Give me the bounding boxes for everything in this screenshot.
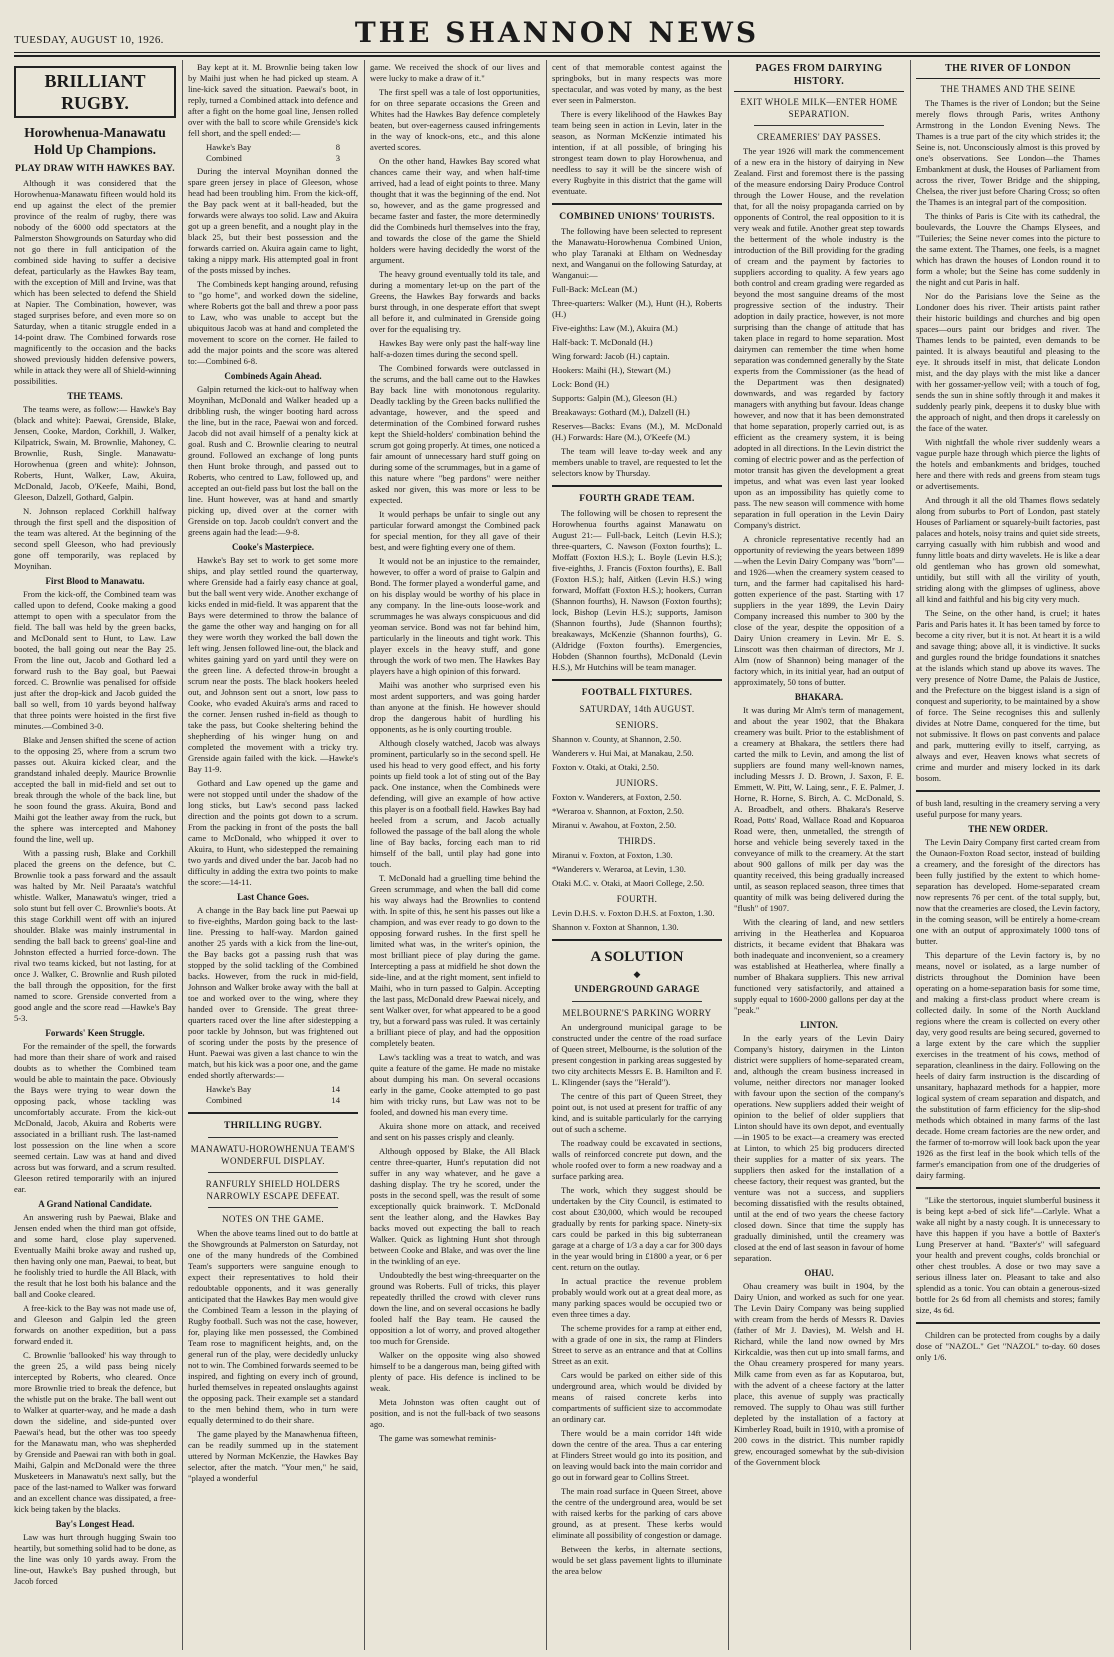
fixture-item: Foxton v. Otaki, at Otaki, 2.50. xyxy=(552,762,659,772)
score-points: 14 xyxy=(331,1095,340,1105)
article-paragraph: N. Johnson replaced Corkhill halfway through the first spell and the disposition of the team was altered. At the beginning of the second spell Gleeson, who had previously gone off temporarily, was replaced by Moynihan. xyxy=(14,506,176,571)
team-list-item: Wing forward: Jacob (H.) captain. xyxy=(552,351,670,361)
article-paragraph: Hawke's Bay set to work to get some more ships, and play settled round the quarterway, where Grenside had a fairly easy chance at goal, but the ball went very wide. Another exchange of kicks ended in mid-field. It was apparent that the Bays were determined to throw the balance of the game the other way and hanging on for all they were worth they worked the ball down the left wing. Jensen followed line-out, the black and whites gaining yard on yard until they were on the green line. A defected throw-in brought a scrum near the posts. The black hookers heeled out, and Johnson sent out a snort, low pass to Cooke, who evaded Akuira's arms and raced to the corner. Jensen rushed in-field as though to take the pass, but Cooke sheltering behind the shepherding of his winger hung on and completed the movement with a tricky try. Grenside again failed with the kick. —Hawke's Bay 11-9. xyxy=(188,555,358,774)
fixture-item: Miranui v. Foxton, at Foxton, 1.30. xyxy=(552,850,673,860)
fixture-list xyxy=(552,850,722,889)
subhead-thames-seine: THE THAMES AND THE SEINE xyxy=(940,84,1076,94)
article-paragraph: Although closely watched, Jacob was always prominent, particularly so in the second spell. He used his head to very good effect, and his forty points up field took a lot of sting out of the Bay pack. One instance, when the Combineds were defending, will give an example of how active this player is on a football field. Hawkes Bay had heeled from a scrum, and Jacob actually followed the passage of the ball along the whole line of Bay backs, forcing each man to rid himself of the ball, until play had gone into touch. xyxy=(370,738,540,869)
article-paragraph: Nor do the Parisians love the Seine as the Londoner does his river. Their artists paint rather their historic buildings and churches and big open spaces—ours paint our bridges and river. The Thames lends to be painted, even demands to be painted. It is always beautiful and pleasing to the eye. It shrouds itself in mist, that delicate London mist, and the day plays with the mist like a dancer with her gossamer-yellow veil; with a touch of fog, sends the sun in shine softly through it and makes it suddenly pearly pink, deepens it to dusky blue with the approach of night, and then drops it carelessly on the face of the water. xyxy=(916,291,1100,433)
score-points: 14 xyxy=(331,1084,340,1094)
short-rule xyxy=(208,1137,338,1138)
ornament-divider-icon: ◆ xyxy=(633,969,641,979)
article-paragraph: On the other hand, Hawkes Bay scored what chances came their way, and when half-time arrived, had a lead of eight points to three. Many thought that it was the beginning of the end. Not so, however, and as the game progressed and became faster and faster, the more determinedly did the Combineds hurl themselves into the fray, and towards the close of the game the Shield holders were having decidedly the worst of the argument. xyxy=(370,156,540,265)
article-paragraph: Ohau creamery was built in 1904, by the Dairy Union, and worked as such for one year. The Levin Dairy Company was being supplied with cream from the herds of Messrs R. Davies (father of Mr J. Davies), M. Welsh and H. Richard, while the land now owned by Mrs Kirkcaldie, was then cut up into small farms, and the Ohau creamery prospered for many years. Milk came from even as far as Koputaroa, but, with the advent of a cheese factory at the latter place, this avenue of supply was practically removed. The supply to Ohau was still further depleted by the installation of a factory at Kimberley Road, built in 1910, with a promise of 200 cows in the district. This number rapidly grew, encouraged somewhat by the sub-division of the Government block xyxy=(734,1281,904,1467)
fixture-item: Shannon v. Foxton at Shannon, 1.30. xyxy=(552,922,679,932)
article-paragraph: An underground municipal garage to be constructed under the centre of the road surface of Queen street, Melbourne, is the solution of the present congestion in parking areas suggested by two city architects Messrs E. B. Hamilton and F. L. Klingender (says the "Herald"). xyxy=(552,1022,722,1087)
subhead-creameries-day: CREAMERIES' DAY PASSES. xyxy=(756,132,882,142)
short-rule xyxy=(572,1001,702,1002)
article-paragraph: The roadway could be excavated in sections, walls of reinforced concrete put down, and the whole roofed over to form a new roadway and a surface parking area. xyxy=(552,1138,722,1181)
column-6 xyxy=(916,62,1100,1647)
short-rule xyxy=(208,1207,338,1208)
article-paragraph: The centre of this part of Queen Street, they point out, is not used at present for traffic of any kind, and is suitable particularly for the carrying out of such a scheme. xyxy=(552,1091,722,1134)
grade-juniors: JUNIORS. xyxy=(615,778,659,788)
headline-combined-tourists: COMBINED UNIONS' TOURISTS. xyxy=(559,212,715,222)
fixture-list xyxy=(552,734,722,773)
article-paragraph: In the early years of the Levin Dairy Company's history, dairymen in the Linton district were suppliers of home-separated cream, and, although the cream business increased in volume, neither directors nor manager looked with favour upon the section of the company's operations. New suppliers added their weight of opinion to the belief of older suppliers that Linton should have its own depot, and eventually—in 1905 to be exact—a creamery was erected at Linton, to which 25 big producers directed their supplies for a matter of six years. The suppliers then asked for the installation of a cheese factory, their request was granted, but the venture was not a success, and suppliers becoming dissatisfied with the results obtained, until at the end of two years the cheese factory closed down. Since that time the supply has gradually diminished, until the creamery was closed at the end of last season in favour of home separation. xyxy=(734,1033,904,1263)
team-list-item: Full-Back: McLean (M.) xyxy=(552,284,638,294)
article-paragraph: With nightfall the whole river suddenly wears a vague purple haze through which pierce the lights of the hotels and embankments and bridges, touched here and there with reds and greens from steam tugs or advertisements. xyxy=(916,437,1100,491)
grade-fourth: FOURTH. xyxy=(616,894,658,904)
article-paragraph: And through it all the old Thames flows sedately along from suburbs to Port of London, past stately Houses of Parliament or squarely-built factories, past palaces and hotels, noisy trains and quiet side streets, carrying casually with him rubbish and wood and funny little boats and dirty wavelets. He is like a dear old gentleman who has grown old somewhat, untidily, but still with all the virility of youth, striding along with the glimpses of ugliness, above all kind and faithful and his big city very much. xyxy=(916,495,1100,604)
team-list-item: Three-quarters: Walker (M.), Hunt (H.), Roberts (H.) xyxy=(552,298,722,319)
advertisement-nazol: Children can be protected from coughs by a daily dose of "NAZOL." Get "NAZOL" to-day. 60 doses only 1/6. xyxy=(916,1330,1100,1362)
column-rule xyxy=(546,60,547,1650)
score-team: Hawke's Bay xyxy=(206,1084,252,1094)
team-list-item: Supports: Galpin (M.), Gleeson (H.) xyxy=(552,393,677,403)
subhead-wonderful-display: MANAWATU-HOROWHENUA TEAM'S WONDERFUL DISPLAY. xyxy=(190,1144,356,1166)
article-paragraph: A change in the Bay back line put Paewai up to five-eighths, Mardon going back to the last-line. Pressing to half-way. Mardon gained another 25 yards with a kick from the line-out, the Bay backs got a passing rush that was stopped by the solid tackling of the Combined backs. However, from the ruck in mid-field, Johnson and Walker broke away with the ball at toe and worked over to the wing, where they handed over to Grenside. The great three-quarters raced over the line after sidestepping a poor tackle by Johnson, but was frightened out of scoring under the posts by the presence of Hunt. Paewai was given a last chance to win the match, but his kick was a poor one, and the game ended shortly afterwards:— xyxy=(188,905,358,1080)
headline-a-solution: A SOLUTION xyxy=(590,949,684,965)
subhead-bhakara: BHAKARA. xyxy=(794,692,844,702)
section-rule xyxy=(552,679,722,681)
article-paragraph: Law's tackling was a treat to watch, and was quite a feature of the game. He made no mistake about dumping his man. On several occasions early in the game, Cooke attempted to go past him with tricky runs, but Law was not to be fooled, and downed his man every time. xyxy=(370,1052,540,1117)
article-paragraph: Meta Johnston was often caught out of position, and is not the full-back of two seasons ago. xyxy=(370,1397,540,1429)
article-paragraph: A chronicle representative recently had an opportunity of reviewing the years between 1899—when the Levin Dairy Company was "born"—and 1926—when the creamery system ceased to turn, and the farmer had capitalised his hard-gotten experience of the past. Starting with 17 suppliers in the year 1899, the Levin Dairy Company increased this number to 300 by the close of the year, despite the opposition of a Dairy Union creamery in Levin. Mr E. S. Linscott was then chairman of directors, Mr J. Alm (now of Shannon) being manager of the factory which, in its initial year, had an output of approximately, 50 tons of butter. xyxy=(734,534,904,687)
article-paragraph: The heavy ground eventually told its tale, and during a momentary let-up on the part of the Greens, the Hawkes Bay forwards and backs burst through, in one desperate effort that swept all before it, and culminated in Grenside going over for the equalising try. xyxy=(370,269,540,334)
fixture-item: Wanderers v. Hui Mai, at Manakau, 2.50. xyxy=(552,748,694,758)
section-rule xyxy=(916,790,1100,792)
subhead-ohau: OHAU. xyxy=(804,1268,834,1278)
article-paragraph: Between the kerbs, in alternate sections, would be set glass pavement lights to illuminate the area below xyxy=(552,1544,722,1576)
fixture-item: Levin D.H.S. v. Foxton D.H.S. at Foxton, 1.30. xyxy=(552,908,715,918)
article-paragraph: Maihi was another who surprised even his most ardent supporters, and was going harder than anyone at the finish. He however should drop the dangerous habit of hurdling his opponents, as he is only courting trouble. xyxy=(370,680,540,734)
subhead-new-order: THE NEW ORDER. xyxy=(968,824,1048,834)
fixture-item: Miranui v. Awahou, at Foxton, 2.50. xyxy=(552,820,677,830)
article-paragraph: A free-kick to the Bay was not made use of, and Gleeson and Galpin led the green forwards on another expedition, but a pass forward ended it. xyxy=(14,1303,176,1346)
article-paragraph: It was during Mr Alm's term of management, and about the year 1902, that the Bhakara creamery was built. Prior to the establishment of a creamery at Bhakara, the settlers there had carted the milk to Levin, and among the list of suppliers are found many well-known names, including Messrs J. D. Brown, J. Saxon, F. E. Emmett, W. Pitt, W. Laing, senr., F. E. Palmer, J. Horne, R. Horne, S. Birch, A. C. McDonald, S. A. Broadbelt, and others. Bhakara's Reserve Road, Potts' Road, Wallace Road and Kopuaroa Road were, then, unmetalled, the strength of horse and vehicle being severely taxed in the conveyance of milk to the creamery. At the start about 900 gallons of milk per day was the quantity received, this being gradually increased until, as season replaced season, three times that quantity of milk was being delivered during the "flush" of 1907. xyxy=(734,705,904,913)
score-row xyxy=(188,153,358,164)
column-1 xyxy=(14,62,176,1647)
article-paragraph: Undoubtedly the best wing-threequarter on the ground was Roberts. Full of tricks, this player repeatedly thrilled the crowd with clever runs down the line, and on several occasions he badly fooled half the Bay team. He caused the opposition a lot of worry, and proved altogether too much for Grenside. xyxy=(370,1270,540,1346)
section-rule xyxy=(552,485,722,487)
subhead-teams: THE TEAMS. xyxy=(67,391,123,401)
section-rule xyxy=(188,1112,358,1114)
article-paragraph: This departure of the Levin factory is, by no means, novel or isolated, as a large number of districts throughout the Dominion have been operating on a home-separation basis for some time, and making a first-class product where cream is collected daily. In some of the North Auckland regions where the cream is collected on every other day, very good results are being secured, governed to a large extent by the care which the supplier exercises in the treatment of his cows, method of separation, cleanliness in the dairy. Following on the heels of dairy farm instruction is the discarding of unsanitary, haphazard methods for a happier, more logical system of cream separation and dispatch, and the substitution of farm efficiency for the slip-shod methods which obtained in many farms of the last decade. Home cream factories are the new order, and the farmer of to-morrow will look back upon the year 1926 as the first leaf in the book which tells of the farmer's emancipation from one of the drudgeries of dairy farming. xyxy=(916,950,1100,1180)
article-paragraph: The first spell was a tale of lost opportunities, for on three separate occasions the Green and Whites had the Hawkes Bay defence completely beaten, but over-eagerness caused infringements in the way of knock-ons, etc., and this alone averted scores. xyxy=(370,87,540,152)
headline-dairying-history: PAGES FROM DAIRYING HISTORY. xyxy=(734,62,904,92)
headline-football-fixtures: FOOTBALL FIXTURES. xyxy=(581,688,693,698)
article-paragraph: In actual practice the revenue problem probably would work out at a great deal more, as many parking spaces would be occupied two or even three times a day. xyxy=(552,1276,722,1319)
headline-brilliant-rugby: BRILLIANT RUGBY. xyxy=(14,66,176,118)
article-paragraph: Walker on the opposite wing also showed himself to be a dangerous man, being gifted with plenty of pace. His defence is inclined to be weak. xyxy=(370,1350,540,1393)
article-paragraph: The game played by the Manawhenua fifteen, can be readily summed up in the statement uttered by Norman McKenzie, the Hawkes Bay selector, after the match. "Your men," he said, "played a wonderful xyxy=(188,1429,358,1483)
headline-river-of-london: THE RIVER OF LONDON xyxy=(916,62,1100,79)
fixture-item: Shannon v. County, at Shannon, 2.50. xyxy=(552,734,682,744)
article-paragraph: The following will be chosen to represent the Horowhenua fourths against Manawatu on August 21:— Full-back, Leitch (Levin H.S.); three-quarters, C. Nawson (Foxton fourths); L. Moffatt (Foxton H.S.); L. Boyle (Levin H.S.); five-eighths, J. Francis (Foxton fourths), E. Ball (Foxton H.S.); half, Aitken (Levin H.S.) wing forward, Moffatt (Foxton H.S.); hookers, Curran (Shannon fourths), H. Nawson (Foxton fourths); lock, Bishop (Levin H.S.); supports, Jamison (Shannon fourths), Jude (Shannon fourths); breakaways, McKenzie (Shannon fourths), G. (Aldridge (Foxton fourths). Emergencies, Hobden (Shannon fourths), McDonald (Levin H.S.), Mr Hutchins will be team manager. xyxy=(552,508,722,672)
column-rule xyxy=(728,60,729,1650)
article-paragraph: The scheme provides for a ramp at either end, with a grade of one in six, the ramp at Flinders Street to serve as an entrance and that at Collins Street as an exit. xyxy=(552,1323,722,1366)
fixture-item: *Wanderers v. Weraroa, at Levin, 1.30. xyxy=(552,864,686,874)
score-team: Combined xyxy=(206,1095,242,1105)
article-paragraph: It would not be an injustice to the remainder, however, to offer a word of praise to Galpin and Bond. The former played a wonderful game, and on his display would be worthy of his place in any company. In the line-outs loose-work and scrummages he was always conspicuous and did yeoman service. Bond was not far behind him, particularly in the lineouts and tight work. This player excels in the heavy stuff, and gone through the work of two men. The Hawkes Bay players have a high opinion of this forward. xyxy=(370,556,540,676)
halftime-score xyxy=(188,142,358,164)
fixtures-date: SATURDAY, 14th AUGUST. xyxy=(579,704,695,714)
article-paragraph: Blake and Jensen shifted the scene of action to the opposing 25, where from a scrum two passes out. Akuira kicked clear, and the grandstand inhaled deeply. Maurice Brownlie accepted the ball in mid-field and set out to break through the whole of the back line, but he soon found the grass. Akuira, Bond and Maihi got the leather away from the ruck, but the sphere was intercepted and Mahoney found the line, well up. xyxy=(14,735,176,844)
article-paragraph: The Combineds kept hanging around, refusing to "go home", and worked down the sideline, where Roberts got the ball and threw a poor pass to Law, who was unable to accept but the ubiquitous Jacob was at hand and completed the movement to score on the corner. He failed to add the major points and the score was altered to:—Combined 6-8. xyxy=(188,279,358,366)
article-paragraph: The Thames is the river of London; but the Seine merely flows through Paris, writes Anthony Armstrong in the London Evening News. The Thames is a true part of the city which strides it; the Seine is, not. Unconsciously almost is this proved by one's observations. See London—the Thames Embankment at dusk, the Houses of Parliament from across the river, Tower Bridge and the shipping, Chelsea, the river just before Charing Cross; so often the Thames is an integral part of the composition. xyxy=(916,98,1100,207)
score-points: 8 xyxy=(335,142,340,152)
column-4 xyxy=(552,62,722,1647)
article-paragraph: An answering rush by Paewai, Blake and Jensen ended when the third man got offside, and some hard, close play supervened. Eventually Maihi broke away and rushed up, then having only one man, Paewai, to beat, but he foolishly tried to hurdle the All Black, with the result that he lost both his balance and the ball and Cooke cleared. xyxy=(14,1212,176,1299)
article-paragraph: The game was somewhat reminis- xyxy=(379,1433,497,1443)
section-rule xyxy=(916,1187,1100,1189)
fixture-item: Foxton v. Wanderers, at Foxton, 2.50. xyxy=(552,792,682,802)
masthead-rule xyxy=(14,52,1100,53)
article-paragraph: The team will leave to-day week and any members unable to travel, are requested to let the selectors know by Thursday. xyxy=(552,446,722,478)
article-paragraph: cent of that memorable contest against the springboks, but in many respects was more spectacular, and was voted by many, as the best ever seen in Palmerston. xyxy=(552,62,722,105)
article-paragraph: Cars would be parked on either side of this underground area, which would be divided by means of raised concrete kerbs into compartments of sufficient size to accommodate an ordinary car. xyxy=(552,1370,722,1424)
subhead-grand-national: A Grand National Candidate. xyxy=(38,1199,152,1209)
fixture-list xyxy=(552,792,722,831)
article-paragraph: The work, which they suggest should be undertaken by the City Council, is estimated to cost about £30,000, which would be recouped gradually by rents for parking space. Ninety-six cars could be parked in this big subterranean garage at a charge of 1/3 a day a car for 300 days in the year would bring in £1800 a year, or 6 per cent. return on the outlay. xyxy=(552,1185,722,1272)
article-paragraph: The Levin Dairy Company first carted cream from the Ounaon-Foxton Road sector, instead of building a creamery, and the foresight of the directors has been fully justified by the extent to which home-separation has developed. Home-separated cream now represents 76 per cent. of the total supply, but, now that the creameries are closed, the Levin factory, in the coming season, will be entirely a home-cream one with an output of approximately 1000 tons of butter. xyxy=(916,837,1100,946)
score-row xyxy=(188,142,358,153)
article-paragraph: The thinks of Paris is Cite with its cathedral, the boulevards, the Louvre the Champs Elysees, and "Tuileries; the Seine never comes into the picture to the same extent. The Thames, one feels, is a magnet which has drawn the houses of London round it to form a whole; but the Seine has come suddenly in the night and cut Paris in half. xyxy=(916,211,1100,287)
grade-thirds: THIRDS. xyxy=(618,836,656,846)
article-paragraph: Galpin returned the kick-out to halfway when Moynihan, McDonald and Walker headed up a dribbling rush, the winger booting hard across the line, but in the race, Paewai won and forced. Jacob did not avail himself of a penalty kick at goal. Rush and C. Brownlie clearing to neutral ground. Followed an exchange of long punts then Hunt broke through, and passed out to Roberts, who centred to Law, followed up, and accepted an out-field pass but lost the ball on the line. Hunt however, was at hand and smartly picking up, dived over at the corner with Grenside on top. Jacob couldn't convert and the greens again had the lead:—9-8. xyxy=(188,384,358,537)
article-paragraph: Although it was considered that the Horowhenua-Manawatu fifteen would hold its end up against the elect of the premier province of the realm of rugby, there was nobody of the 6000 odd spectators at the Palmerston Showgrounds on Saturday who did not go there in full anticipation of the combined side having to suffer a decisive defeat, particularly as the Hawkes Bay team, with the exception of Mill and Irvine, was that which has been selected to defend the Shield at Napier. The Combination, however, was staged surprises before, and even more so on Saturday, when a titanic struggle ended in a 14-point draw. The Combined forwards rose magnificently to the occasion and the backs showed previously hidden defensive powers, while in attack they were all of Shield-winning possibilities. xyxy=(14,178,176,386)
subhead-underground-garage: UNDERGROUND GARAGE xyxy=(574,985,700,995)
article-paragraph: The teams were, as follow:— Hawke's Bay (black and white): Paewai, Grenside, Blake, Jensen, Cooke, Mardon, Corkhill, J. Walker, Kilpatrick, Swain, M. Brownlie, Mahoney, C. Brownlie, Rush, Single. Manawatu-Horowhenua (green and white): Johnson, Roberts, Hunt, Walker, Law, Akuira, McDonald, Jacob, O'Keefe, Maihi, Bond, Gleeson, Dalzell, Gothard, Galpin. xyxy=(14,404,176,502)
fixture-item: Otaki M.C. v. Otaki, at Maori College, 2.50. xyxy=(552,878,705,888)
score-row xyxy=(188,1095,358,1106)
subhead-combineds-ahead: Combineds Again Ahead. xyxy=(224,371,322,381)
subhead-cookes-masterpiece: Cooke's Masterpiece. xyxy=(232,542,314,552)
score-team: Hawke's Bay xyxy=(206,142,252,152)
section-rule xyxy=(916,1322,1100,1324)
subhead-first-blood: First Blood to Manawatu. xyxy=(45,576,145,586)
section-rule xyxy=(552,203,722,205)
subhead-melbourne-parking: MELBOURNE'S PARKING WORRY xyxy=(562,1008,712,1018)
deck-horowhenua-manawatu: Horowhenua-Manawatu Hold Up Champions. xyxy=(24,125,166,157)
article-paragraph: C. Brownlie 'ballooked' his way through to the green 25, a wild pass being nicely intercepted by Roberts, who cleared. Once more Brownlie tried to break the defence, but the whistle put on the brake. The ball went out to Walker at quarter-way, and he made a dash down the sideline, and side-punted over Paewai's head, but the other was too speedy for the Manawatu man, who was shepherded by Grenside and Paewai ran with both in goal. Maihi, Galpin and McDonald were the three Musketeers in Manawatu's next sally, but the pace of the last-named to Walker was forward and an excellent chance was dissipated, a free-kick being taken by the blacks. xyxy=(14,1350,176,1514)
article-paragraph: game. We received the shock of our lives and were lucky to make a draw of it." xyxy=(370,62,540,83)
article-paragraph: The following have been selected to represent the Manawatu-Horowhenua Combined Union, who play Taranaki at Eltham on Wednesday next, and Wanganui on the following Saturday, at Wanganui:— xyxy=(552,226,722,280)
short-rule xyxy=(754,125,884,126)
score-team: Combined xyxy=(206,153,242,163)
team-list-item: Hookers: Maihi (H.), Stewart (M.) xyxy=(552,365,671,375)
subhead-linton: LINTON. xyxy=(800,1020,838,1030)
headline-thrilling-rugby: THRILLING RUGBY. xyxy=(224,1121,322,1131)
article-paragraph: With the clearing of land, and new settlers arriving in the Heatherlea and Kopuaroa districts, it became evident that Bhakara was both inadequate and inconvenient, so a creamery was established at Heatherlea, where finally a number of Bhakara suppliers. This new arrival functioned very satisfactorily, and attained a supply equal to 1600-2000 gallons per day at the "peak." xyxy=(734,917,904,1015)
subhead-exit-whole-milk: EXIT WHOLE MILK—ENTER HOME SEPARATION. xyxy=(740,97,898,119)
section-rule xyxy=(552,939,722,941)
team-list-item: Five-eighths: Law (M.), Akuira (M.) xyxy=(552,323,678,333)
headline-fourth-grade: FOURTH GRADE TEAM. xyxy=(579,494,695,504)
score-points: 3 xyxy=(335,153,340,163)
issue-date: TUESDAY, AUGUST 10, 1926. xyxy=(14,34,164,46)
subhead-last-chance: Last Chance Goes. xyxy=(237,892,309,902)
article-paragraph: It would perhaps be unfair to single out any particular forward amongst the Combined pack for special mention, for they all gave of their best, and were fighting every one of them. xyxy=(370,509,540,552)
masthead-rule-thick xyxy=(14,55,1100,57)
article-paragraph: The main road surface in Queen Street, above the centre of the underground area, would be set with raised kerbs for the parking of cars above ground, as at present. These kerbs would eliminate all possibility of congestion or damage. xyxy=(552,1486,722,1540)
article-paragraph: The Seine, on the other hand, is cruel; it hates Paris and Paris hates it. It has been tamed by force to become a city river, but it is not. At heart it is a wild and savage thing; above all, it is vindictive. It sucks and gurgles round the bridge foundations it snatches at the islands which stand up above its waves. The very presence of Notre Dame, the Palais de Justice, and the Prefecture on the biggest island is a sign of conquest and superiority, to be maintained by a show of force. The Seine recognises this and sullenly divides at Notre Dame, conquered for the time, but not submissive. It flows on past convents and palace and park, muttering evilly to itself, carrying, as always and ever, Heaven knows what secrets of crime and murder and misery locked in its dark bosom. xyxy=(916,608,1100,783)
score-row xyxy=(188,1084,358,1095)
article-paragraph: For the remainder of the spell, the forwards had more than their share of work and raised doubts as to whether the Combined team would be able to maintain the pace. Obviously the Bays were trying to wear down the opposing pack, whose tackling was uncomfortably accurate. From the kick-out McDonald, Jacob, Akuira and Roberts were associated in a brilliant rush. The last-named lost possession on the line when a score seemed certain. Law was at hand and dived across but was forward, and a scrum resulted. Gleeson retired temporarily with an injured ear. xyxy=(14,1041,176,1194)
newspaper-title: THE SHANNON NEWS xyxy=(354,16,760,49)
advertisement-baxters: "Like the stertorous, inquiet slumberful business it is being kept a-bed of sick life"—Carlyle. What a wake all night by a nasty cough. It is unnecessary to have this happen if you have a bottle of Baxter's Lung Preserver at hand. "Baxter's" will safeguard your health and prevent coughs, colds bronchial or other chest troubles. A dose or two may save a serious illness later on. Pleasant to take and also splendid as a tonic. You can obtain a generous-sized bottle for 2s 6d from all chemists and stores; family size, 4s 6d. xyxy=(916,1195,1100,1315)
subhead-forwards-struggle: Forwards' Keen Struggle. xyxy=(45,1028,145,1038)
article-paragraph: The Combined forwards were outclassed in the scrums, and the ball came out to the Hawkes Bay back line with monotonous regularity. Deadly tackling by the Green backs nullified the advantage, however, and the speed and determination of the Combined forward rushes kept the Shield-holders' combination behind the scrum got going properly. At times, one noticed a fair amount of unnecessary hard stuff going on during some of the scrummages, but in a game of this nature where "beg pardons" were neither asked nor given, this was more or less to be expected. xyxy=(370,363,540,505)
article-paragraph: Hawkes Bay were only past the half-way line half-a-dozen times during the second spell. xyxy=(370,338,540,359)
article-paragraph: T. McDonald had a gruelling time behind the Green scrummage, and when the ball did come his way always had the Brownlies to contend with. In spite of this, he sent his passes out like a champion, and was ever ready to go down to the opposing forward rushes. In the first spell he limited what was, in the writer's opinion, the most brilliant piece of play during the game. Intercepting a pass at midfield he shot down the side-line, and at the right moment, sent infield to Maihi, who in turn passed to Galpin. Accepting the last pass, McDonald drew Paewai nicely, and sent Walker over, for what appeared to be a good try, but a forward pass was ruled. It was certainly a brilliant piece of play, and had the opposition completely beaten. xyxy=(370,873,540,1048)
fixture-item: *Weraroa v. Shannon, at Foxton, 2.50. xyxy=(552,806,684,816)
team-list xyxy=(552,284,722,443)
final-score xyxy=(188,1084,358,1106)
column-rule xyxy=(182,60,183,1650)
article-paragraph: of bush land, resulting in the creamery serving a very useful purpose for many years. xyxy=(916,798,1100,819)
article-paragraph: Akuira shone more on attack, and received and sent on his passes crisply and cleanly. xyxy=(370,1121,540,1142)
team-list-item: Half-back: T. McDonald (H.) xyxy=(552,337,653,347)
fixture-list xyxy=(552,908,722,933)
column-rule xyxy=(910,60,911,1650)
subhead-longest-head: Bay's Longest Head. xyxy=(55,1519,135,1529)
article-paragraph: Gothard and Law opened up the game and were not stopped until under the shadow of the long sticks, but Law's second pass lacked direction and the points got down to a scrum. From the packing in front of the posts the ball came to McDonald, who whipped it over to Akuira, to Hunt, who sidestepped the remaining two yards and dived under the bar. Jacob had no difficulty in adding the extra two points to make the score:—14-11. xyxy=(188,778,358,887)
article-paragraph: The year 1926 will mark the commencement of a new era in the history of dairying in New Zealand. First and foremost there is the passing of the measure endorsing Dairy Produce Control through the Lower House, and the revelation that, for all the noisy propaganda carried on by opponents of Control, the real opposition to it is very weak and futile. Another great step towards the betterment of the whole industry is the introduction of the Bill providing for the grading of cream and the payment by factories to suppliers according to quality. A few years ago both control and cream grading were regarded as beyond the most sanguine dreams of the most progressive section of the industry. Their adoption in daily practice, however, is not more surprising than the change of attitude that has taken place in regard to home separation. Most dairymen can remember the time when home separation was condemned generally by the State experts from the Commissioner (as the head of the Department was then designated) downwards, and was regarded by factory managers with anything but favour. Ideas change however, and now that it has been demonstrated that home separation, properly carried out, is as efficient as the creamery system, it is being adopted in all directions. In the Levin district the coming of electric power and as the perfection of motor transit has given the development a great impetus, and what was even last year looked upon as an impossibility has quietly come to pass. The new season will commence with home separation in full operation in the Levin Dairy Company's district. xyxy=(734,146,904,530)
article-paragraph: With a passing rush, Blake and Corkhill placed the greens on the defence, but C. Brownlie took a pass forward and the assault was halted by Mr. Neil Paraata's watchful whistle. Walker, Manawatu's winger, tried a solo stunt but fell over C. Brownlie's boots. At this stage Corkhill went off with an injured shoulder. Blake was mainly instrumental in sending the ball back to greens' goal-line and Johnston effected a hurried force-down. The rival two teams kicked, but not lasting, for at once J. Walker, C. Brownlie and Rush piloted the ball through the opposition, for the first named to score. Grenside converted from a good angle and the score read —Hawke's Bay 5-3. xyxy=(14,848,176,1023)
grade-seniors: SENIORS. xyxy=(615,720,659,730)
subdeck-play-draw: PLAY DRAW WITH HAWKES BAY. xyxy=(15,164,175,174)
short-rule xyxy=(208,1172,338,1173)
article-paragraph: Bay kept at it. M. Brownlie being taken low by Maihi just when he had picked up steam. A line-kick saved the situation. Paewai's boot, in reply, turned a Combined attack into defence and after a fight on the home goal line, Jensen rolled over with the ball to score while Grenside's kick fell short, and the spell ended:— xyxy=(188,62,358,138)
team-list-item: Reserves—Backs: Evans (M.), M. McDonald (H.) Forwards: Hare (M.), O'Keefe (M.) xyxy=(552,421,722,442)
article-paragraph: Law was hurt through hugging Swain too heartily, but something solid had to be done, as the line was only 10 yards away. From the line-out, Hawke's Bay pushed through, but Jacob forced xyxy=(14,1532,176,1586)
team-list-item: Lock: Bond (H.) xyxy=(552,379,610,389)
subhead-notes: NOTES ON THE GAME. xyxy=(221,1214,325,1224)
article-paragraph: There would be a main corridor 14ft wide down the centre of the area. Thus a car entering at Flinders Street would go into its position, and on leaving would back into the main corridor and go out in forward gear to Collins Street. xyxy=(552,1428,722,1482)
article-paragraph: During the interval Moynihan donned the spare green jersey in place of Gleeson, whose head had been troubling him. From the kick-off, the Bay pack went at it ball-headed, but the forwards were always too solid. Law and Akuira got up a green benefit, and a nought play in the black 25, but their best possession and the forwards carried on. Akuira again came to light, taking a nippy mark. His attempted goal in front of the posts missed by inches. xyxy=(188,166,358,275)
column-rule xyxy=(364,60,365,1650)
masthead xyxy=(14,18,1100,50)
article-paragraph: From the kick-off, the Combined team was called upon to defend, Cooke making a good attempt to open with a speculator from the field. The ball was held by the green backs, and McDonald sent to Hunt, to Law. Law booted, the ball going out near the Bay 25. From the line out, Jacob and Gothard led a forward rush to the Bay goal, but Paewai forced. C. Brownlie was penalised for offside just after the drop-kick and Jacob guided the ball so well, from 10 yards beyond halfway that three points were hoisted in the first five minutes.—Combined 3-0. xyxy=(14,589,176,731)
article-paragraph: When the above teams lined out to do battle at the Showgrounds at Palmerston on Saturday, not one of the many hundreds of the Combined Team's supporters were sanguine enough to expect their representatives to hold their redoubtable opponents, and it was generally anticipated that the Hawkes Bay men would give the Combined Team a lesson in the playing of Rugby football. Such was not the case, however, for, playing like men possessed, the Combined Team rose to magnificent heights, and, on the general run of the play, were decidedly unlucky not to win. The Combined forwards seemed to be inspired, and fighting on every inch of ground, hurled themselves in repeated onslaughts against the opposing pack. Their example set a standard to the men behind them, who in turn were equally determined to do their share. xyxy=(188,1228,358,1425)
column-2 xyxy=(188,62,358,1647)
team-list-item: Breakaways: Gothard (M.), Dalzell (H.) xyxy=(552,407,690,417)
article-paragraph: Although opposed by Blake, the All Black centre three-quarter, Hunt's reputation did not suffer in any way whatever, and he gave a dashing display. The try he scored, under the posts in the second spell, was the result of some exceptionally quick brainwork. T. McDonald sent the leather along, and the Hawkes Bay backs moved out expecting the ball to reach Walker. Quick as lightning Hunt shot through between Cooke and Blake, and was over the line in the twinkling of an eye. xyxy=(370,1146,540,1266)
column-5 xyxy=(734,62,904,1647)
article-paragraph: There is every likelihood of the Hawkes Bay team being seen in action in Levin, later in the season, as Norman McKenzie intimated his intention, if at all possible, of bringing his strongest team down to play Horowhenua, and needless to say it will be the sincere wish of every Rugbyite in this district that the game will eventuate. xyxy=(552,109,722,196)
column-3 xyxy=(370,62,540,1647)
subhead-ranfurly: RANFURLY SHIELD HOLDERS NARROWLY ESCAPE DEFEAT. xyxy=(205,1179,341,1201)
